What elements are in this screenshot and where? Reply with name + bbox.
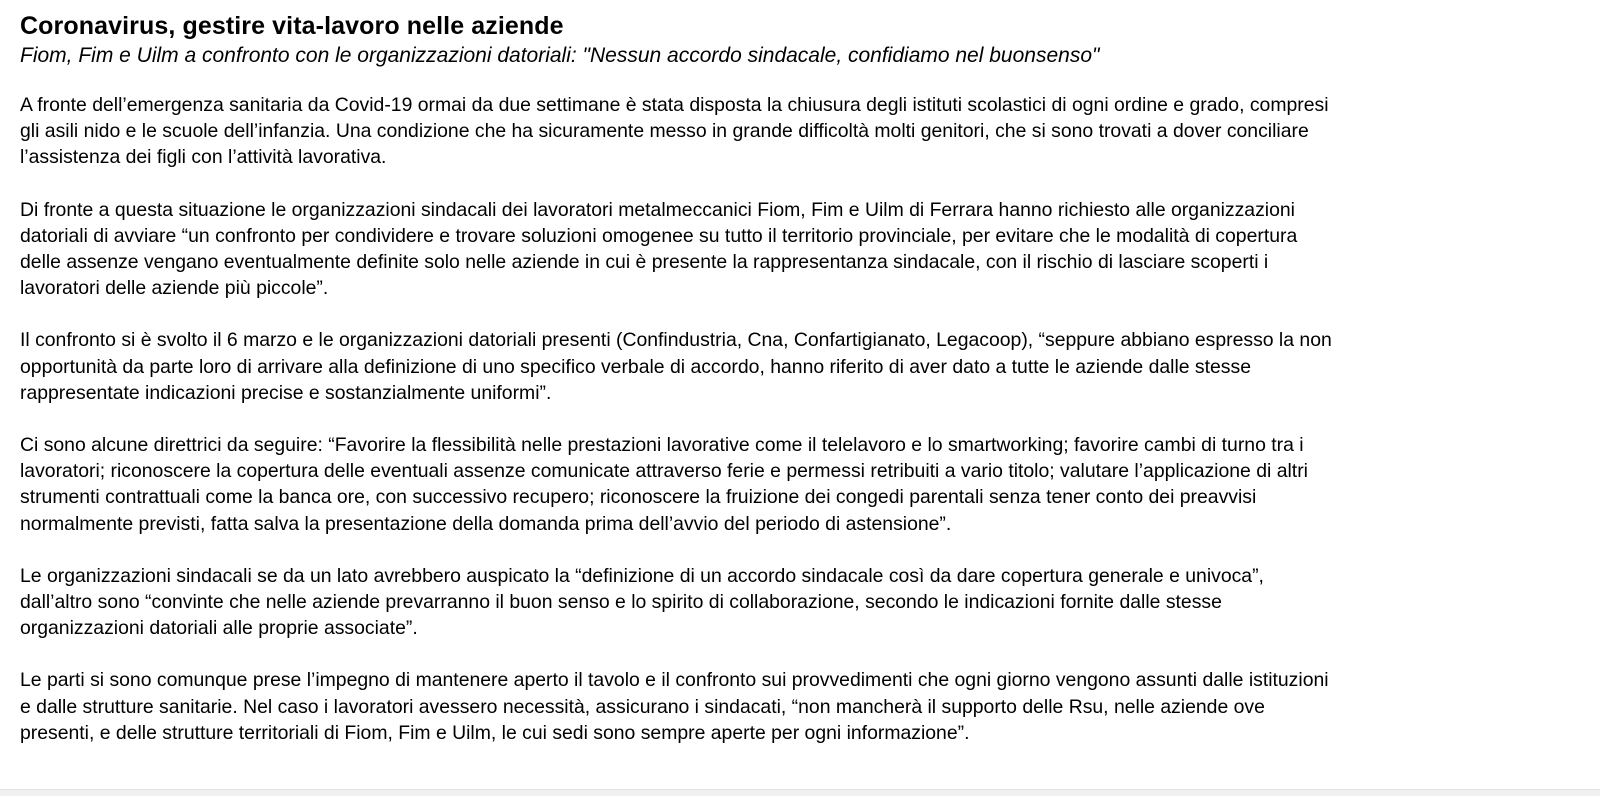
article-paragraph-1: A fronte dell’emergenza sanitaria da Covid-19 ormai da due settimane è stata disposta la chiusura degli istituti scolastici di ogni ordine e grado, compresi gli asili nido e le scuole dell’infanzia. Una condizione che ha sicuramente messo in grande difficoltà molti genitori, che si sono trovati a dover conciliare l’assistenza dei figli con l’attività lavorativa.	[20, 94, 1329, 169]
article-paragraph-4: Ci sono alcune direttrici da seguire: “Favorire la flessibilità nelle prestazioni lavorative come il telelavoro e lo smartworking; favorire cambi di turno tra i lavoratori; riconoscere la copertura delle eventuali assenze comunicate attraverso ferie e permessi retribuiti a vario titolo; valutare l’applicazione di altri strumenti contrattuali come la banca ore, con successivo recupero; riconoscere la fruizione dei congedi parentali senza tener conto dei preavvisi normalmente previsti, fatta salva la presentazione della domanda prima dell’avvio del periodo di astensione”.	[20, 434, 1308, 535]
article-paragraph-5: Le organizzazioni sindacali se da un lato avrebbero auspicato la “definizione di un accordo sindacale così da dare copertura generale e univoca”, dall’altro sono “convinte che nelle aziende prevarranno il buon senso e lo spirito di collaborazione, secondo le indicazioni fornite dalle stesse organizzazioni datoriali alle proprie associate”.	[20, 564, 1264, 640]
article-paragraph-3: Il confronto si è svolto il 6 marzo e le organizzazioni datoriali presenti (Confindustria, Cna, Confartigianato, Legacoop), “seppure abbiano espresso la non opportunità da parte loro di arrivare alla definizione di uno specifico verbale di accordo, hanno riferito di aver dato a tutte le aziende dalle stesse rappresentate indicazioni precise e sostanzialmente uniformi”.	[20, 329, 1332, 404]
article-paragraph-2: Di fronte a questa situazione le organizzazioni sindacali dei lavoratori metalmeccanici Fiom, Fim e Uilm di Ferrara hanno richiesto alle organizzazioni datoriali di avviare “un confronto per condividere e trovare soluzioni omogenee su tutto il territorio provinciale, per evitare che le modalità di copertura delle assenze vengano eventualmente definite solo nelle aziende in cui è presente la rappresentanza sindacale, con il rischio di lasciare scoperti i lavoratori delle aziende più piccole”.	[20, 198, 1298, 300]
bottom-scroll-edge	[0, 789, 1600, 796]
article-paragraph-6: Le parti si sono comunque prese l’impegno di mantenere aperto il tavolo e il confronto sui provvedimenti che ogni giorno vengono assunti dalle istituzioni e dalle strutture sanitarie. Nel caso i lavoratori avessero necessità, assicurano i sindacati, “non mancherà il supporto delle Rsu, nelle aziende ove presenti, e delle strutture territoriali di Fiom, Fim e Uilm, le cui sedi sono sempre aperte per ogni informazione”.	[20, 669, 1329, 744]
article-subtitle: Fiom, Fim e Uilm a confronto con le organizzazioni datoriali: "Nessun accordo sindacale, confidiamo nel buonsenso"	[20, 44, 1100, 67]
article-title: Coronavirus, gestire vita-lavoro nelle aziende	[20, 12, 564, 40]
article	[20, 10, 1578, 772]
